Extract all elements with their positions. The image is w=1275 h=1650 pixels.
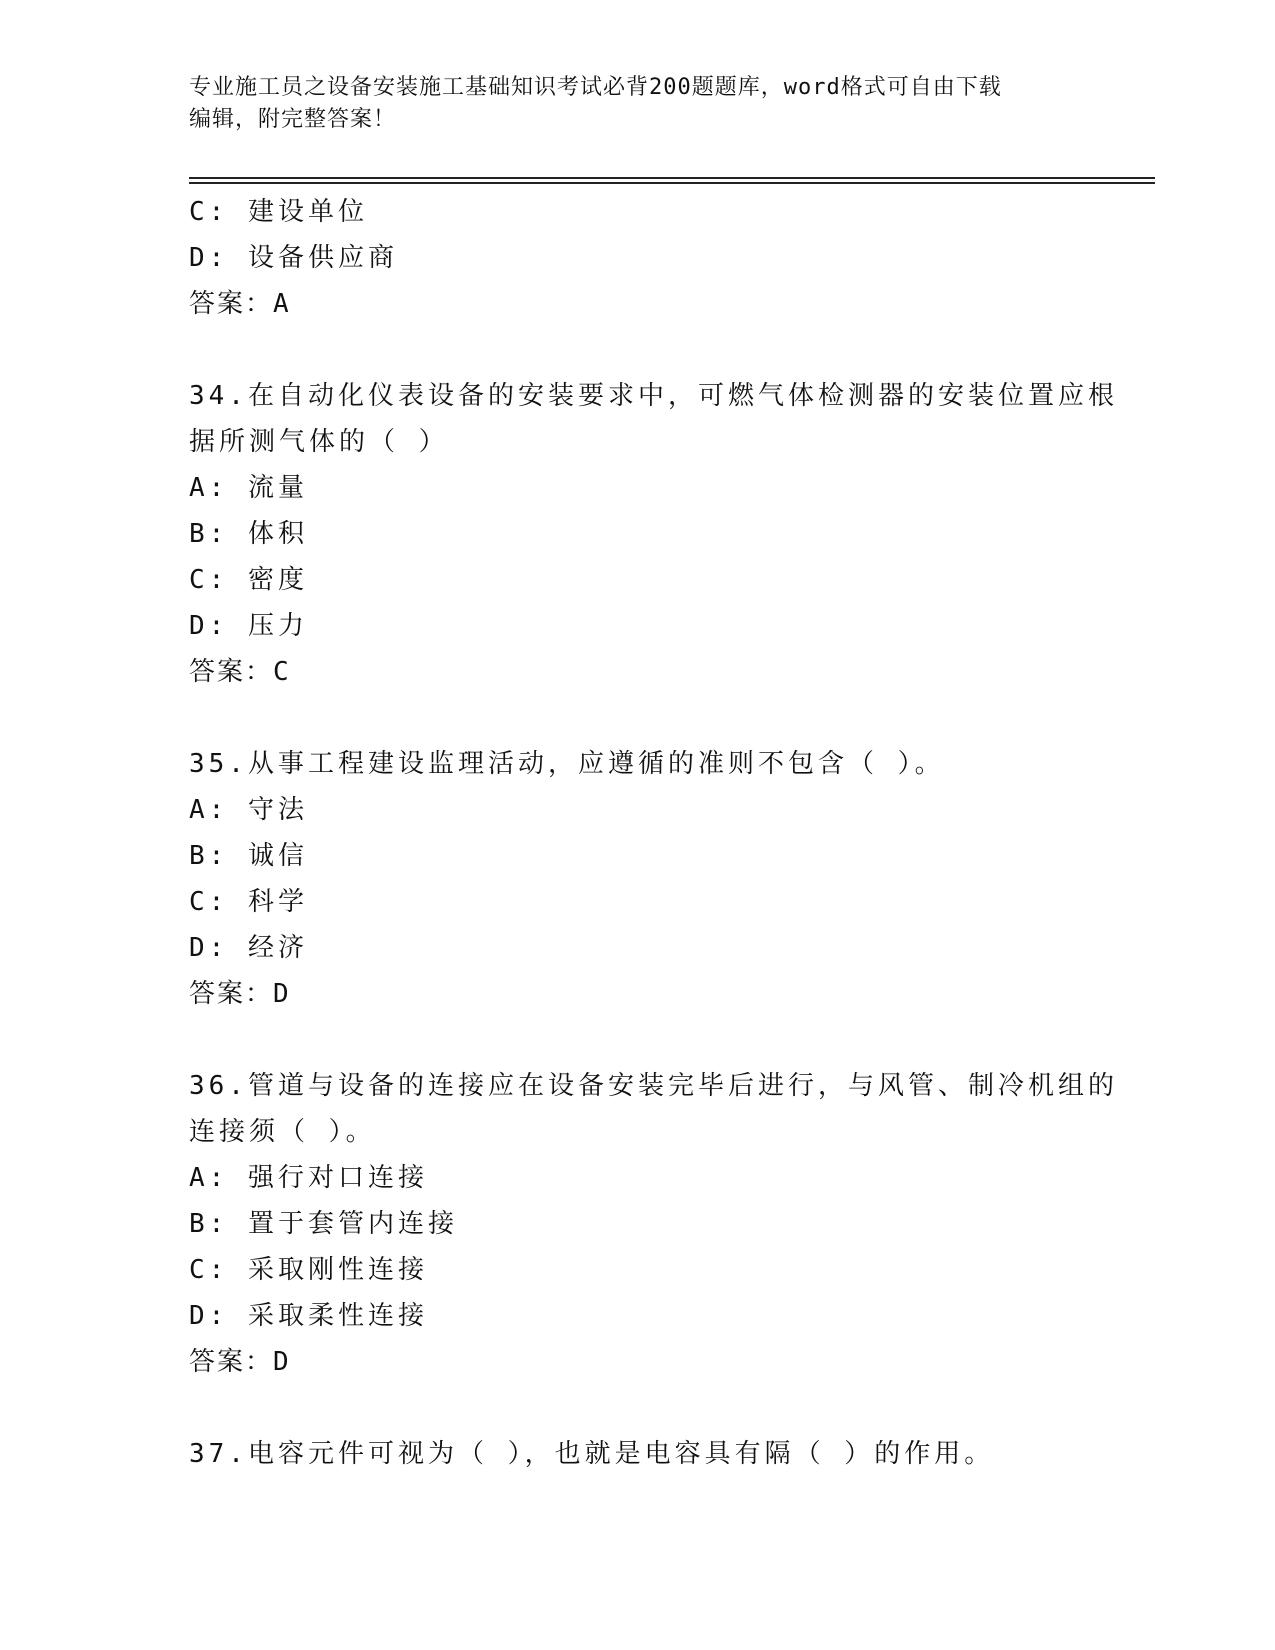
option-a: A: 守法 <box>189 795 308 825</box>
option-b: B: 诚信 <box>189 841 308 871</box>
spacer <box>189 1017 1089 1063</box>
option-d: D: 采取柔性连接 <box>189 1301 428 1331</box>
option-d: D: 经济 <box>189 933 308 963</box>
spacer <box>189 695 1089 741</box>
question-list <box>189 189 1118 1477</box>
question-36 <box>189 1063 1118 1385</box>
answer-line: 答案：D <box>189 1347 291 1377</box>
question-37 <box>189 1431 1089 1477</box>
answer-line: 答案：D <box>189 979 291 1009</box>
option-c: C: 建设单位 <box>189 197 368 227</box>
question-stem-line: 35.从事工程建设监理活动，应遵循的准则不包含（ ）。 <box>189 749 945 779</box>
option-b: B: 体积 <box>189 519 308 549</box>
option-c: C: 密度 <box>189 565 308 595</box>
question-35 <box>189 741 1089 1017</box>
option-c: C: 采取刚性连接 <box>189 1255 428 1285</box>
question-stem-line: 34.在自动化仪表设备的安装要求中，可燃气体检测器的安装位置应根 <box>189 381 1118 411</box>
header-divider-top <box>189 177 1155 179</box>
question-stem-line: 36.管道与设备的连接应在设备安装完毕后进行，与风管、制冷机组的 <box>189 1071 1118 1101</box>
option-a: A: 强行对口连接 <box>189 1163 428 1193</box>
answer-line: 答案：A <box>189 289 291 319</box>
question-stem-line: 37.电容元件可视为（ ），也就是电容具有隔（ ）的作用。 <box>189 1439 995 1469</box>
header-title-line-1: 专业施工员之设备安装施工基础知识考试必背200题题库，word格式可自由下载 <box>189 75 1002 100</box>
header-divider-bottom <box>189 182 1155 184</box>
option-b: B: 置于套管内连接 <box>189 1209 458 1239</box>
option-a: A: 流量 <box>189 473 308 503</box>
option-c: C: 科学 <box>189 887 308 917</box>
header-title-line-2: 编辑，附完整答案！ <box>189 107 397 132</box>
answer-line: 答案：C <box>189 657 291 687</box>
option-d: D: 压力 <box>189 611 308 641</box>
question-33-continued <box>189 189 1089 327</box>
spacer <box>189 1385 1089 1431</box>
question-stem-line: 连接须（ ）。 <box>189 1117 376 1147</box>
option-d: D: 设备供应商 <box>189 243 398 273</box>
document-header <box>189 72 1089 136</box>
question-34 <box>189 373 1118 695</box>
question-stem-line: 据所测气体的（ ） <box>189 427 449 457</box>
spacer <box>189 327 1089 373</box>
